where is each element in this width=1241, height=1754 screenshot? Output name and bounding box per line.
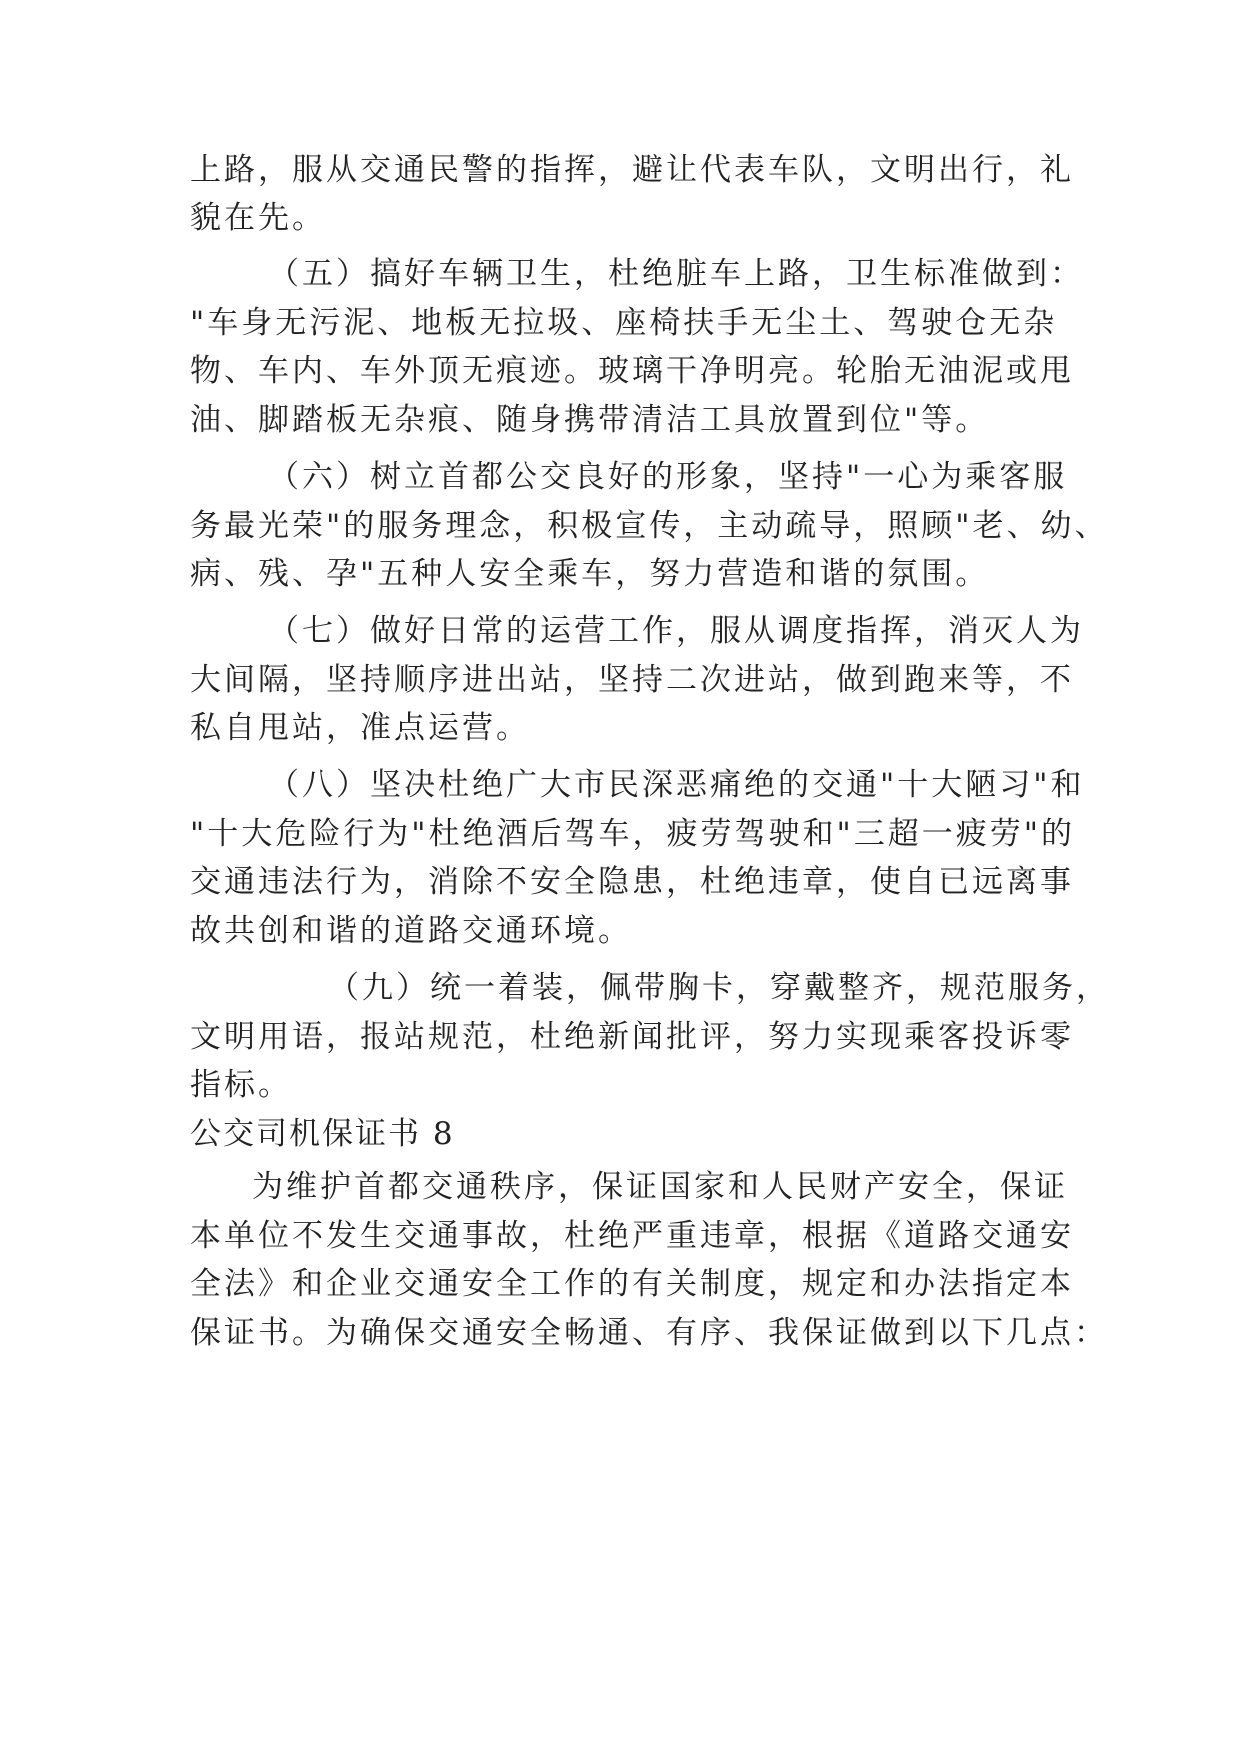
text-line-21: 为维护首都交通秩序，保证国家和人民财产安全，保证 [252,1169,1068,1205]
section-heading: 公交司机保证书 8 [190,1116,455,1152]
text-line-3: （五）搞好车辆卫生，杜绝脏车上路，卫生标准做到： [268,256,1084,292]
text-line-1: 上路，服从交通民警的指挥，避让代表车队，文明出行，礼 [190,152,1074,188]
text-line-12: 私自甩站，准点运营。 [190,710,530,746]
text-line-9: 病、残、孕"五种人安全乘车，努力营造和谐的氛围。 [190,556,990,592]
text-line-7: （六）树立首都公交良好的形象，坚持"一心为乘客服 [268,459,1068,495]
text-line-24: 保证书。为确保交通安全畅通、有序、我保证做到以下几点： [190,1315,1108,1351]
text-line-13: （八）坚决杜绝广大市民深恶痛绝的交通"十大陋习"和 [268,767,1085,803]
text-line-11: 大间隔，坚持顺序进出站，坚持二次进站，做到跑来等，不 [190,662,1074,698]
text-line-2: 貌在先。 [190,200,326,236]
text-line-14: "十大危险行为"杜绝酒后驾车，疲劳驾驶和"三超一疲劳"的 [190,816,1076,852]
text-line-10: （七）做好日常的运营工作，服从调度指挥，消灭人为 [268,613,1084,649]
text-line-22: 本单位不发生交通事故，杜绝严重违章，根据《道路交通安 [190,1218,1074,1254]
text-line-19: 指标。 [190,1067,292,1103]
text-line-6: 油、脚踏板无杂痕、随身携带清洁工具放置到位"等。 [190,402,990,438]
text-line-4: "车身无污泥、地板无拉圾、座椅扶手无尘土、驾驶仓无杂 [190,305,1058,341]
text-line-16: 故共创和谐的道路交通环境。 [190,913,632,949]
text-line-8: 务最光荣"的服务理念，积极宣传，主动疏导，照顾"老、幼、 [190,508,1109,544]
text-line-23: 全法》和企业交通安全工作的有关制度，规定和办法指定本 [190,1266,1074,1302]
text-line-18: 文明用语，报站规范，杜绝新闻批评，努力实现乘客投诉零 [190,1019,1074,1055]
text-line-17: （九）统一着装，佩带胸卡，穿戴整齐，规范服务， [328,970,1110,1006]
text-line-5: 物、车内、车外顶无痕迹。玻璃干净明亮。轮胎无油泥或甩 [190,353,1074,389]
text-line-15: 交通违法行为，消除不安全隐患，杜绝违章，使自已远离事 [190,864,1074,900]
